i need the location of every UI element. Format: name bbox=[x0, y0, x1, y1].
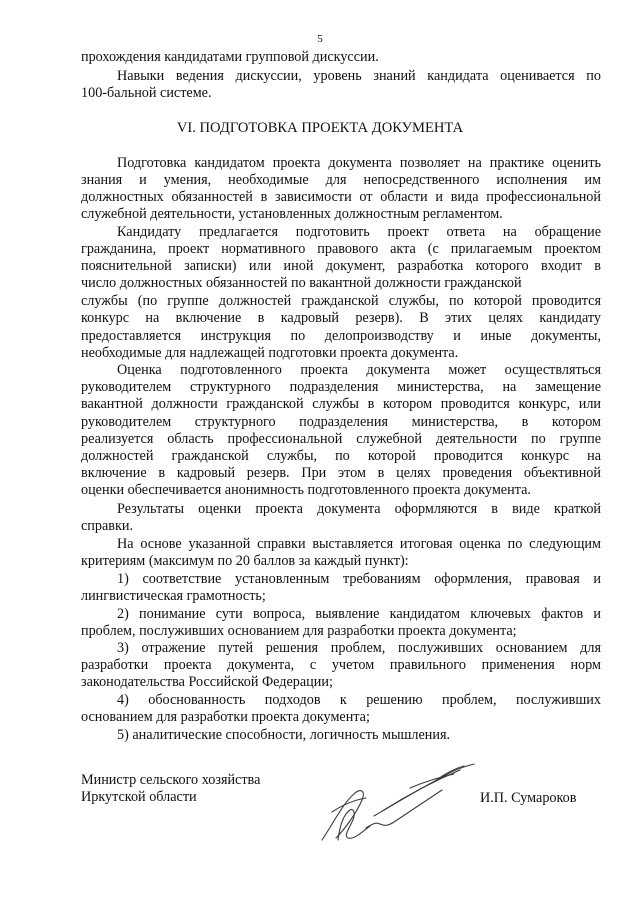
body-line: вакантной должности гражданской службы в котором проводится конкурс, или bbox=[81, 396, 601, 412]
body-line: 1) соответствие установленным требованиям оформления, правовая и bbox=[117, 571, 601, 587]
body-line: должностных обязанностей в зависимости от области и вида профессиональной bbox=[81, 189, 601, 205]
body-line: число должностных обязанностей по вакантной должности гражданской bbox=[81, 275, 522, 291]
body-line: Результаты оценки проекта документа оформляются в виде краткой bbox=[117, 501, 601, 517]
body-line: Кандидату предлагается подготовить проект ответа на обращение bbox=[117, 224, 601, 240]
body-line: знания и умения, необходимые для непосредственного исполнения им bbox=[81, 172, 601, 188]
section-heading: VI. ПОДГОТОВКА ПРОЕКТА ДОКУМЕНТА bbox=[176, 120, 464, 136]
body-line: пояснительной записки) или иной документ, разработка которого входит в bbox=[81, 258, 601, 274]
page-number: 5 bbox=[317, 33, 323, 45]
body-line: руководителем структурного подразделения министерства, в котором bbox=[81, 414, 601, 430]
body-line: службы (по группе должностей гражданской службы, по которой проводится bbox=[81, 293, 601, 309]
body-line: Оценка подготовленного проекта документа может осуществляться bbox=[117, 362, 601, 378]
body-line: разработки проекта документа, с учетом правильного применения норм bbox=[81, 657, 601, 673]
body-line: предоставляется инструкция по делопроизводству и иные документы, bbox=[81, 328, 601, 344]
body-line: 5) аналитические способности, логичность мышления. bbox=[117, 727, 451, 743]
body-line: 100-бальной системе. bbox=[81, 85, 212, 101]
body-line: основанием для разработки проекта документа; bbox=[81, 709, 370, 725]
body-line: критериям (максимум по 20 баллов за каждый пункт): bbox=[81, 553, 409, 569]
body-line: 2) понимание сути вопроса, выявление кандидатом ключевых фактов и bbox=[117, 606, 601, 622]
body-line: конкурс на включение в кадровый резерв). В этих целях кандидату bbox=[81, 310, 601, 326]
signatory-name: И.П. Сумароков bbox=[480, 790, 577, 806]
body-line: Подготовка кандидатом проекта документа позволяет на практике оценить bbox=[117, 155, 601, 171]
signatory-title-line: Иркутской области bbox=[81, 789, 197, 805]
body-line: 3) отражение путей решения проблем, послуживших основанием для bbox=[117, 640, 601, 656]
body-line: законодательства Российской Федерации; bbox=[81, 674, 333, 690]
body-line: справки. bbox=[81, 518, 134, 534]
body-line: реализуется область профессиональной служебной деятельности по группе bbox=[81, 431, 601, 447]
body-line: включение в кадровый резерв. При этом в целях проведения объективной bbox=[81, 465, 601, 481]
body-line: должностей гражданской службы, по которой проводится конкурс на bbox=[81, 448, 601, 464]
body-line: 4) обоснованность подходов к решению проблем, послуживших bbox=[117, 692, 601, 708]
body-line: гражданина, проект нормативного правового акта (с прилагаемым проектом bbox=[81, 241, 601, 257]
body-line: проблем, послуживших основанием для разработки проекта документа; bbox=[81, 623, 517, 639]
body-line: необходимые для надлежащей подготовки проекта документа. bbox=[81, 345, 459, 361]
signatory-title bbox=[81, 772, 260, 806]
body-line: прохождения кандидатами групповой дискуссии. bbox=[81, 49, 379, 65]
body-line: На основе указанной справки выставляется итоговая оценка по следующим bbox=[117, 536, 601, 552]
body-line: лингвистическая грамотность; bbox=[81, 588, 266, 604]
body-line: руководителем структурного подразделения министерства, на замещение bbox=[81, 379, 601, 395]
body-line: служебной деятельности, установленных должностным регламентом. bbox=[81, 206, 503, 222]
signatory-title-line: Министр сельского хозяйства bbox=[81, 772, 261, 788]
handwritten-signature bbox=[314, 752, 484, 857]
body-line: оценки обеспечивается анонимность подготовленного проекта документа. bbox=[81, 482, 531, 498]
body-line: Навыки ведения дискуссии, уровень знаний кандидата оценивается по bbox=[117, 68, 601, 84]
